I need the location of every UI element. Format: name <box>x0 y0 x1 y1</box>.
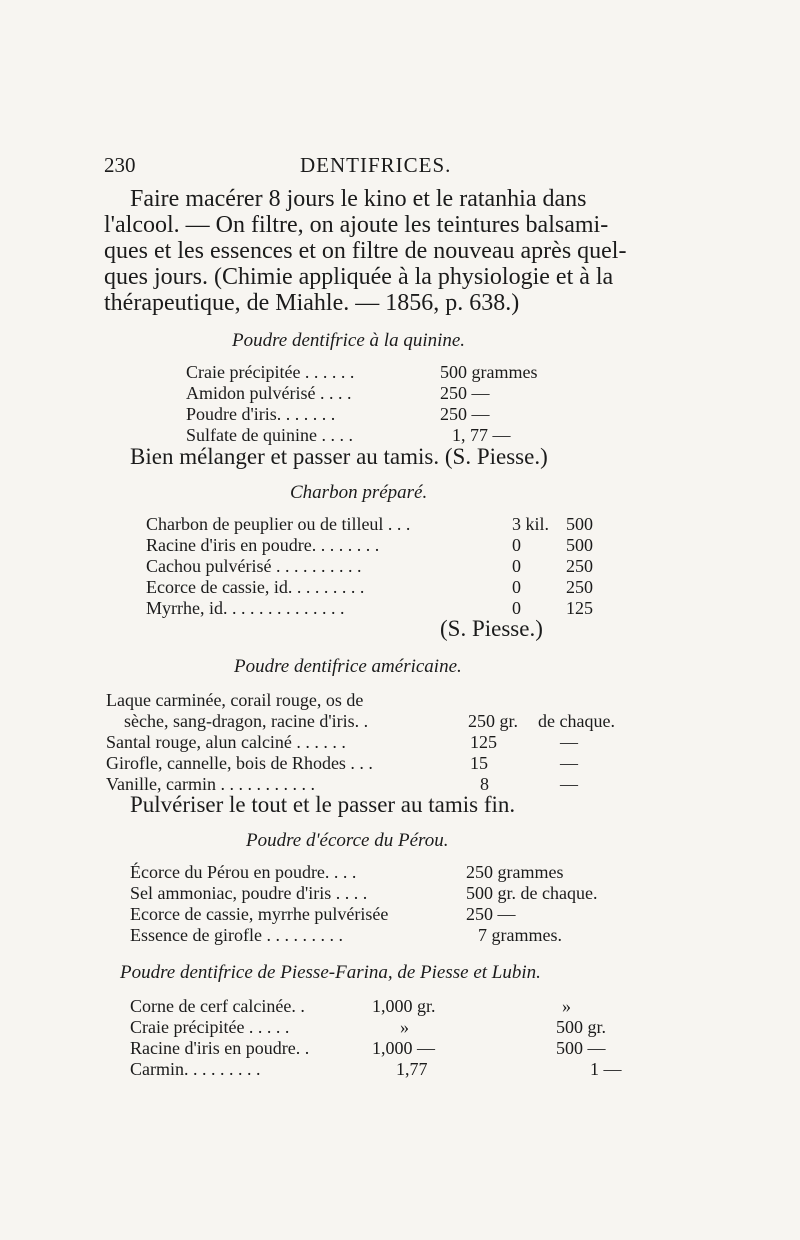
ingredient-name: Écorce du Pérou en poudre. . . . <box>130 862 357 882</box>
ingredient-quantity-a: 1,000 gr. <box>372 996 436 1016</box>
ingredient-name: Poudre d'iris. . . . . . . <box>186 404 336 424</box>
ingredient-name: Laque carminée, corail rouge, os de <box>106 690 364 710</box>
ingredient-quantity: 15 <box>470 753 488 773</box>
ingredient-unit: — <box>560 753 578 773</box>
intro-line: Faire macérer 8 jours le kino et le ratanhia dans <box>130 186 587 212</box>
ingredient-name: Sulfate de quinine . . . . <box>186 425 353 445</box>
ingredient-grams: 250 <box>566 556 593 576</box>
section-heading: Poudre dentifrice de Piesse-Farina, de Piesse et Lubin. <box>120 962 541 983</box>
ingredient-name: Essence de girofle . . . . . . . . . <box>130 925 343 945</box>
ingredient-name: Myrrhe, id. . . . . . . . . . . . . . <box>146 598 345 618</box>
ingredient-kilograms: 0 <box>512 556 521 576</box>
ingredient-name: Santal rouge, alun calciné . . . . . . <box>106 732 346 752</box>
intro-line: l'alcool. — On filtre, on ajoute les teintures balsami- <box>104 212 609 238</box>
ingredient-kilograms: 0 <box>512 598 521 618</box>
intro-line: ques et les essences et on filtre de nouveau après quel- <box>104 238 627 264</box>
ingredient-quantity: 250 — <box>440 383 490 403</box>
ingredient-quantity: 1, 77 — <box>452 425 511 445</box>
ingredient-quantity-b: 500 gr. <box>556 1017 607 1037</box>
ingredient-name: Carmin. . . . . . . . . <box>130 1059 261 1079</box>
ingredient-quantity-b: 1 — <box>590 1059 622 1079</box>
section-note: Bien mélanger et passer au tamis. (S. Piesse.) <box>130 444 548 469</box>
ingredient-grams: 500 <box>566 535 593 555</box>
page-number: 230 <box>104 153 136 177</box>
intro-line: thérapeutique, de Miahle. — 1856, p. 638.) <box>104 290 520 316</box>
section-note: Pulvériser le tout et le passer au tamis fin. <box>130 792 516 817</box>
ingredient-quantity-b: » <box>562 996 571 1016</box>
ingredient-quantity: 125 <box>470 732 497 752</box>
ingredient-name: Girofle, cannelle, bois de Rhodes . . . <box>106 753 373 773</box>
ingredient-name: Charbon de peuplier ou de tilleul . . . <box>146 514 411 534</box>
ingredient-quantity: 250 gr. <box>468 711 519 731</box>
ingredient-grams: 125 <box>566 598 593 618</box>
ingredient-quantity: 500 grammes <box>440 362 538 382</box>
ingredient-kilograms: 3 kil. <box>512 514 550 534</box>
ingredient-quantity: 7 grammes. <box>478 925 562 945</box>
ingredient-name: Ecorce de cassie, id. . . . . . . . . <box>146 577 365 597</box>
ingredient-quantity: 250 grammes <box>466 862 564 882</box>
ingredient-name: Sel ammoniac, poudre d'iris . . . . <box>130 883 368 903</box>
ingredient-grams: 250 <box>566 577 593 597</box>
running-title: DENTIFRICES. <box>300 153 452 177</box>
ingredient-quantity: 250 — <box>440 404 490 424</box>
ingredient-name: Vanille, carmin . . . . . . . . . . . <box>106 774 315 794</box>
ingredient-unit: — <box>560 774 578 794</box>
ingredient-quantity-b: 500 — <box>556 1038 606 1058</box>
section-heading: Poudre d'écorce du Pérou. <box>246 830 449 851</box>
ingredient-quantity-a: 1,77 <box>396 1059 428 1079</box>
ingredient-name: Craie précipitée . . . . . . <box>186 362 355 382</box>
section-note: (S. Piesse.) <box>440 616 543 641</box>
intro-line: ques jours. (Chimie appliquée à la physiologie et à la <box>104 264 614 290</box>
ingredient-quantity: 8 <box>480 774 489 794</box>
ingredient-kilograms: 0 <box>512 577 521 597</box>
ingredient-quantity-a: » <box>400 1017 409 1037</box>
ingredient-quantity-a: 1,000 — <box>372 1038 435 1058</box>
section-heading: Charbon préparé. <box>290 482 428 503</box>
ingredient-name: Craie précipitée . . . . . <box>130 1017 290 1037</box>
ingredient-name: Corne de cerf calcinée. . <box>130 996 305 1016</box>
ingredient-name: Racine d'iris en poudre. . . . . . . . <box>146 535 380 555</box>
ingredient-quantity: 500 gr. de chaque. <box>466 883 598 903</box>
ingredient-name: Racine d'iris en poudre. . <box>130 1038 310 1058</box>
section-heading: Poudre dentifrice à la quinine. <box>232 330 466 351</box>
ingredient-name: Cachou pulvérisé . . . . . . . . . . <box>146 556 362 576</box>
ingredient-grams: 500 <box>566 514 593 534</box>
ingredient-name: Amidon pulvérisé . . . . <box>186 383 352 403</box>
section-heading: Poudre dentifrice américaine. <box>234 656 462 677</box>
ingredient-name: sèche, sang-dragon, racine d'iris. . <box>124 711 369 731</box>
ingredient-kilograms: 0 <box>512 535 521 555</box>
ingredient-unit: — <box>560 732 578 752</box>
ingredient-quantity: 250 — <box>466 904 516 924</box>
ingredient-unit: de chaque. <box>538 711 615 731</box>
ingredient-name: Ecorce de cassie, myrrhe pulvérisée <box>130 904 389 924</box>
